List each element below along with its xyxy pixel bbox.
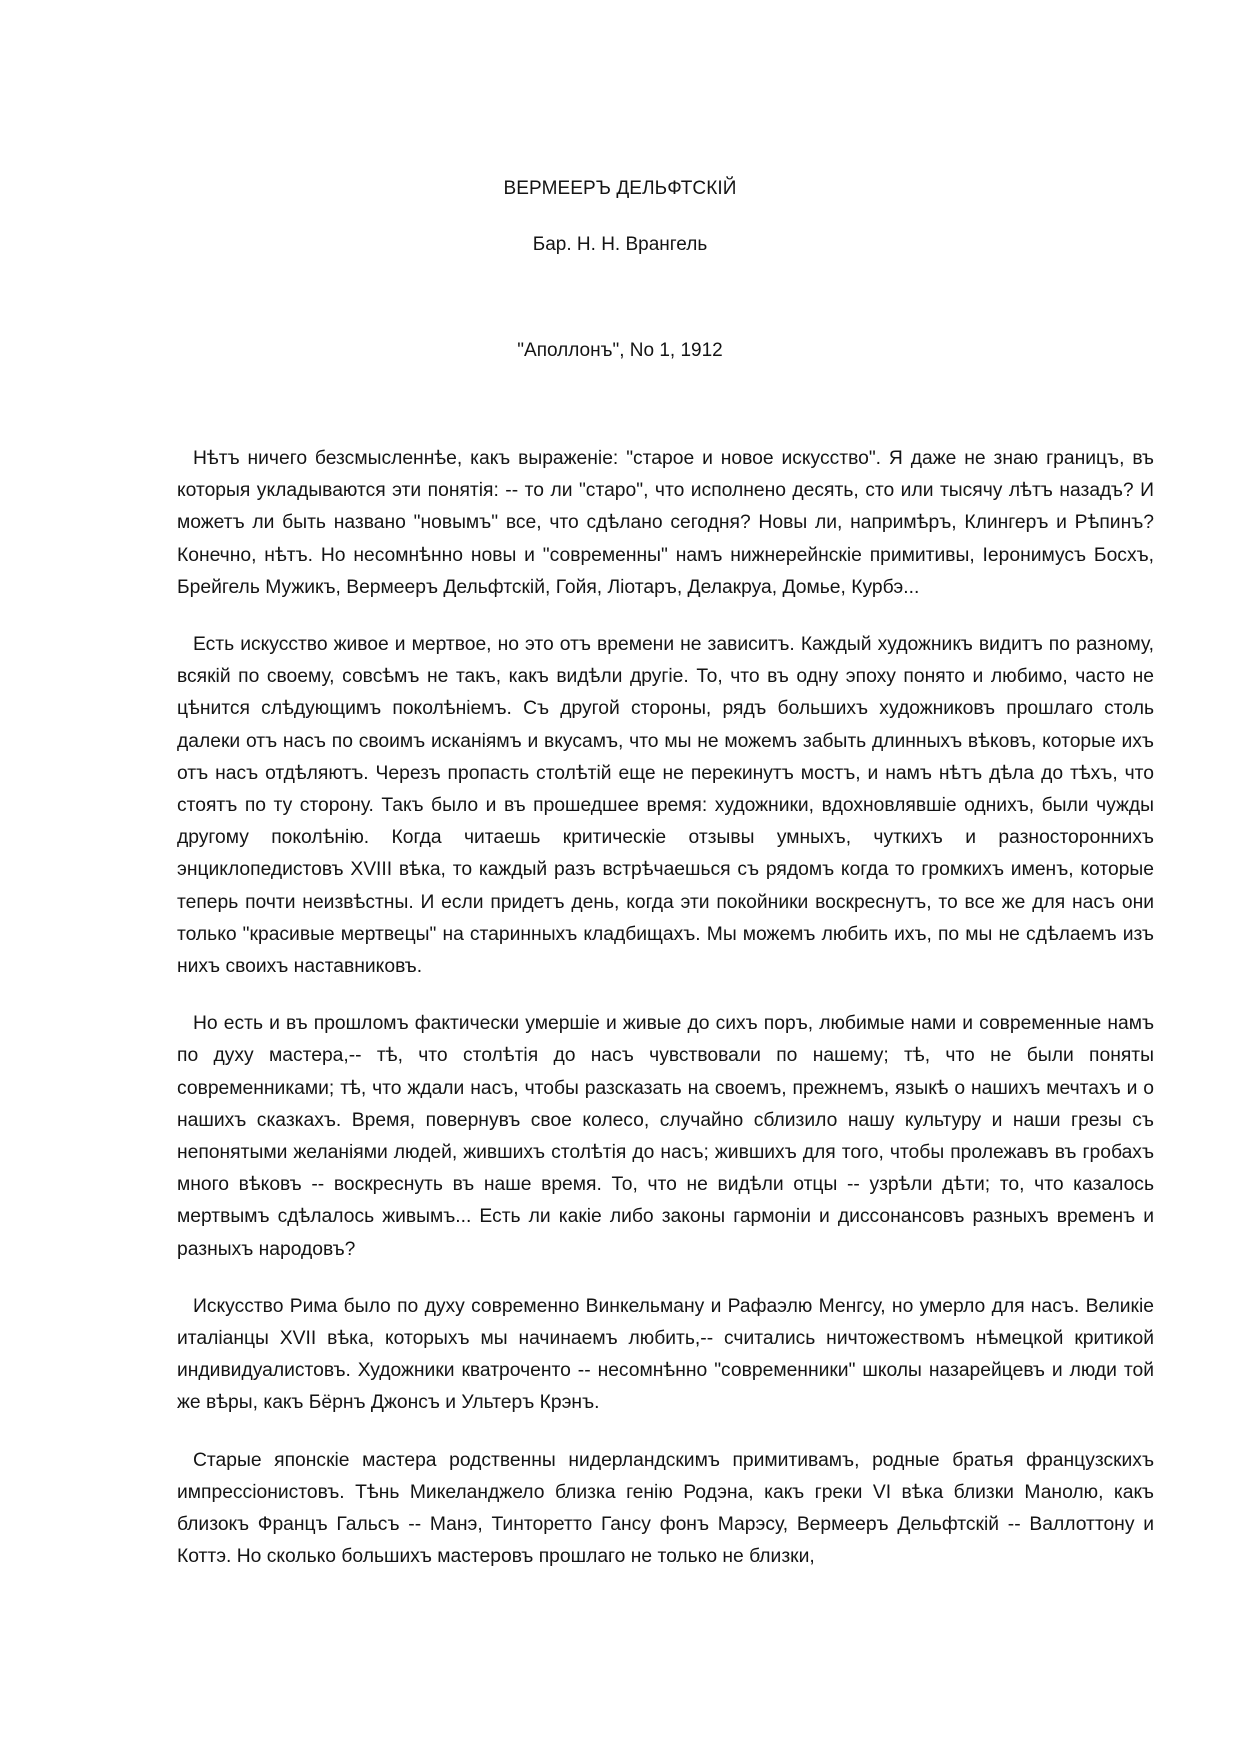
paragraph: Старые японскіе мастера родственны нидерландскимъ примитивамъ, родные братья французскихъ импрессіонистовъ. Тѣнь Микеланджело близка генію Родэна, какъ греки VI вѣка близки Манолю, какъ близокъ Францъ Гальсъ -- Манэ, Тинторетто Гансу фонъ Марэсу, Вермееръ Дельфтскій -- Валлоттону и Коттэ. Но сколько большихъ мастеровъ прошлаго не только не близки, [177, 1449, 1154, 1568]
paragraph: Есть искусство живое и мертвое, но это отъ времени не зависитъ. Каждый художникъ видитъ по разному, всякій по своему, совсѣмъ не такъ, какъ видѣли другіе. То, что въ одну эпоху понято и любимо, часто не цѣнится слѣдующимъ поколѣніемъ. Съ другой стороны, рядъ большихъ художниковъ прошлаго столь далеки отъ насъ по своимъ исканіямъ и вкусамъ, что мы не можемъ забыть длинныхъ вѣковъ, которые ихъ отъ насъ отдѣляютъ. Черезъ пропасть столѣтій еще не перекинутъ мостъ, и намъ нѣтъ дѣла до тѣхъ, что стоятъ по ту сторону. Такъ было и въ прошедшее время: художники, вдохновлявшіе однихъ, были чужды другому поколѣнію. Когда читаешь критическіе отзывы умныхъ, чуткихъ и разностороннихъ энциклопедистовъ XVIII вѣка, то каждый разъ встрѣчаешься съ рядомъ когда то громкихъ именъ, которые теперь почти неизвѣстны. И если придетъ день, когда эти покойники воскреснутъ, то все же для насъ они только "красивые мертвецы" на старинныхъ кладбищахъ. Мы можемъ любить ихъ, по мы не сдѣлаемъ изъ нихъ своихъ наставниковъ. [177, 634, 1154, 978]
paragraph: Но есть и въ прошломъ фактически умершіе и живые до сихъ поръ, любимые нами и современные намъ по духу мастера,-- тѣ, что столѣтія до насъ чувствовали по нашему; тѣ, что не были поняты современниками; тѣ, что ждали насъ, чтобы разсказать на своемъ, прежнемъ, языкѣ о нашихъ мечтахъ и о нашихъ сказкахъ. Время, повернувъ свое колесо, случайно сблизило нашу культуру и наши грезы съ непонятыми желаніями людей, жившихъ столѣтія до насъ; жившихъ для того, чтобы пролежавъ въ гробахъ много вѣковъ -- воскреснуть въ наше время. То, что не видѣли отцы -- узрѣли дѣти; то, что казалось мертвымъ сдѣлалось живымъ... Есть ли какіе либо законы гармоніи и диссонансовъ разныхъ временъ и разныхъ народовъ? [177, 1013, 1154, 1260]
paragraph: Нѣтъ ничего безсмысленнѣе, какъ выраженіе: "старое и новое искусство". Я даже не знаю границъ, въ которыя укладываются эти понятія: -- то ли "старо", что исполнено десять, сто или тысячу лѣтъ назадъ? И можетъ ли быть названо "новымъ" все, что сдѣлано сегодня? Новы ли, напримѣръ, Клингеръ и Рѣпинъ? Конечно, нѣтъ. Но несомнѣнно новы и "современны" намъ нижнерейнскіе примитивы, Іеронимусъ Босхъ, Брейгель Мужикъ, Вермееръ Дельфтскій, Гойя, Ліотаръ, Делакруа, Домье, Курбэ... [177, 448, 1154, 598]
document-author: Бар. Н. Н. Врангель [532, 234, 708, 255]
paragraph: Искусство Рима было по духу современно Винкельману и Рафаэлю Менгсу, но умерло для насъ. Великіе италіанцы XVII вѣка, которыхъ мы начинаемъ любить,-- считались ничтожествомъ нѣмецкой критикой индивидуалистовъ. Художники кватроченто -- несомнѣнно "современники" школы назарейцевъ и люди той же вѣры, какъ Бёрнъ Джонсъ и Ультеръ Крэнъ. [177, 1295, 1154, 1414]
document-body [177, 443, 1154, 1599]
document-source: "Аполлонъ", No 1, 1912 [517, 340, 723, 361]
document-title: ВЕРМЕЕРЪ ДЕЛЬФТСКІЙ [503, 178, 737, 199]
